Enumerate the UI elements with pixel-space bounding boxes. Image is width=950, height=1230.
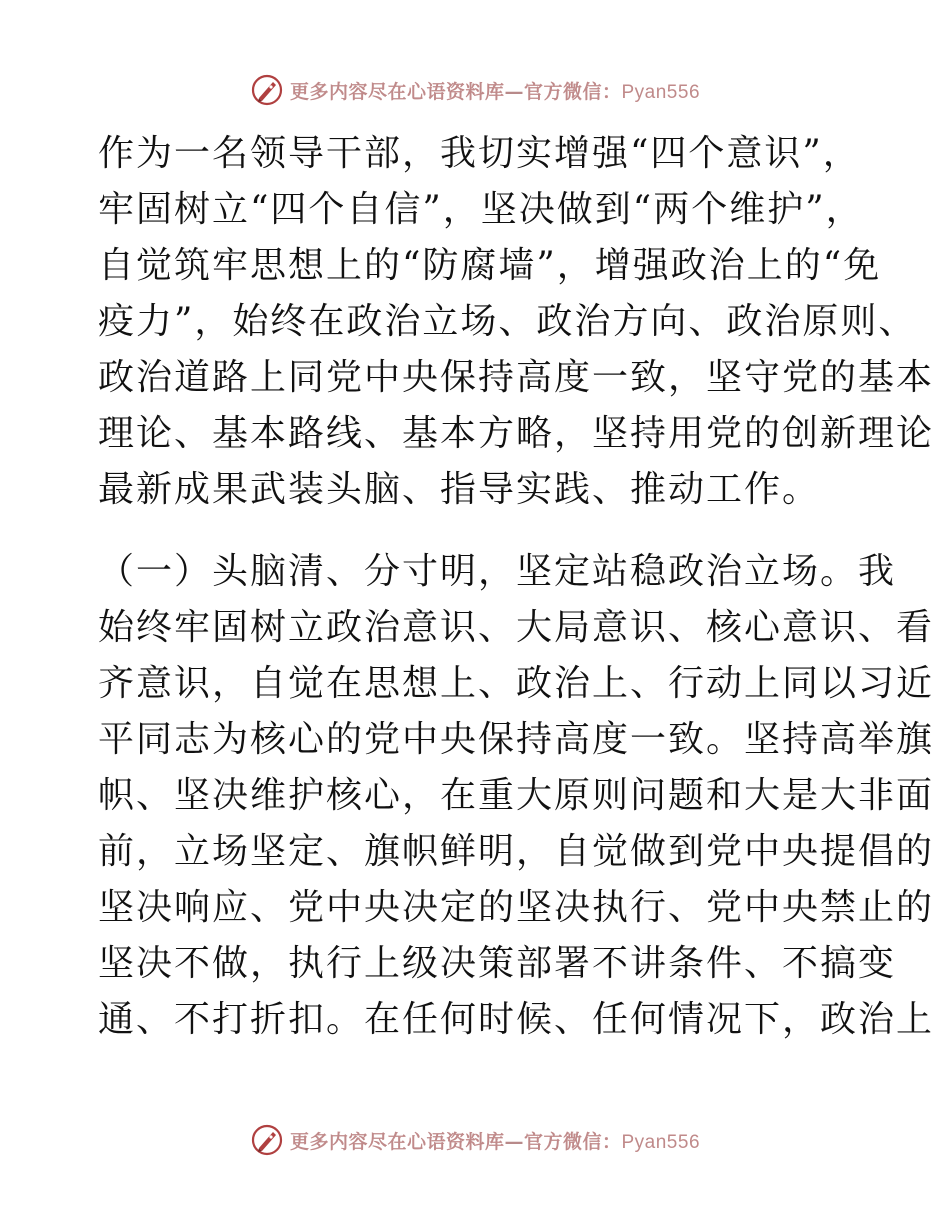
paragraph-line: 始终牢固树立政治意识、大局意识、核心意识、看 — [98, 607, 935, 648]
paragraph-line: （一）头脑清、分寸明，坚定站稳政治立场。我 — [98, 551, 897, 592]
paragraph-line: 通、不打折扣。在任何时候、任何情况下，政治上 — [98, 999, 935, 1040]
paragraph-line: 最新成果武装头脑、指导实践、推动工作。 — [98, 469, 821, 510]
footer-watermark-text — [290, 1127, 700, 1154]
footer-separator: — — [504, 1130, 524, 1153]
paragraph-line: 自觉筑牢思想上的“防腐墙”，增强政治上的“免 — [98, 245, 882, 286]
paragraph-line: 齐意识，自觉在思想上、政治上、行动上同以习近 — [98, 663, 935, 704]
paragraph-line: 平同志为核心的党中央保持高度一致。坚持高举旗 — [98, 719, 935, 760]
footer-wechat-label: 官方微信： — [523, 1130, 622, 1153]
header-watermark — [0, 68, 950, 112]
pen-in-circle-icon — [250, 73, 284, 107]
paragraph-line: 牢固树立“四个自信”，坚决做到“两个维护”， — [98, 189, 864, 230]
paragraph-1 — [98, 126, 935, 518]
header-wechat-account: Pyan556 — [621, 81, 701, 103]
header-wechat-label: 官方微信： — [523, 80, 622, 103]
paragraph-line: 帜、坚决维护核心，在重大原则问题和大是大非面 — [98, 775, 935, 816]
paragraph-line: 坚决不做，执行上级决策部署不讲条件、不搞变 — [98, 943, 897, 984]
document-body — [98, 126, 935, 1048]
paragraph-gap — [98, 518, 854, 544]
paragraph-line: 作为一名领导干部，我切实增强“四个意识”， — [98, 133, 861, 174]
pen-in-circle-icon — [250, 1123, 284, 1157]
paragraph-line: 政治道路上同党中央保持高度一致，坚守党的基本 — [98, 357, 935, 398]
paragraph-2 — [98, 544, 935, 1048]
paragraph-line: 理论、基本路线、基本方略，坚持用党的创新理论 — [98, 413, 935, 454]
footer-site-name: 更多内容尽在心语资料库 — [289, 1130, 505, 1153]
paragraph-line: 前，立场坚定、旗帜鲜明，自觉做到党中央提倡的 — [98, 831, 935, 872]
paragraph-line: 疫力”，始终在政治立场、政治方向、政治原则、 — [98, 301, 917, 342]
header-separator: — — [504, 80, 524, 103]
paragraph-line: 坚决响应、党中央决定的坚决执行、党中央禁止的 — [98, 887, 935, 928]
footer-watermark — [0, 1118, 950, 1162]
header-site-name: 更多内容尽在心语资料库 — [289, 80, 505, 103]
header-watermark-text — [290, 77, 700, 104]
footer-wechat-account: Pyan556 — [621, 1131, 701, 1153]
